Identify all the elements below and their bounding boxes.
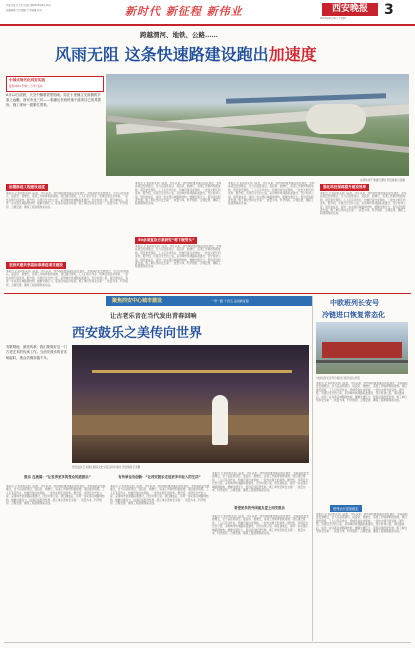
- music-photo-caption: 西安鼓乐艺术团在国际文化交流活动中演出 西安晚报记者摄: [72, 466, 141, 469]
- top-story-lead: 8月22日清晨，天空中飘着蒙蒙细雨。站在十里铺立交南侧的平原上远眺，西安市北三环——临潼区东西快速干道项目已初具雏形，施工现场一派繁忙景象。: [6, 93, 101, 108]
- music-headline: 西安鼓乐之美传向世界: [72, 326, 203, 341]
- banner-text: 聚焦西安中心城市建设: [112, 298, 163, 304]
- music-kicker: 让古老乐音在当代发出青春回响: [110, 313, 197, 320]
- music-body-col3b: 本报讯 记者从相关部门获悉，今年以来，我市持续推进重点项目建设，坚持高质量发展理念，全力以赴抓项目、促投资、稳增长，各项工作取得积极成效。项目建设现场，工人们有序作业，机械设备往来穿梭，一派热火朝天的景象。据介绍，该项目全长约公里，采用城市快速路标准建设，设计时速公里。项目建成后，将进一步完善区域路网结构，缓解交通压力，促进沿线经济发展。施工单位坚持安全第一、质量为本，科学组织、合理安排，确保工程按期保质完成。: [212, 515, 309, 536]
- aside-flag: 强化科技保障提升建设效率: [320, 184, 369, 191]
- train-headline-2: 冷链进口恢复常态化: [322, 311, 385, 319]
- music-performance-photo: [72, 345, 309, 463]
- page-number: 3: [384, 2, 394, 18]
- masthead-info-line2: 版面编辑 责任编辑 美术编辑 校对: [6, 9, 42, 12]
- top-story-kicker: 跨越渭河、地铁、公路……: [140, 31, 218, 39]
- masthead-date: 2023年8月24日 星期四: [320, 17, 346, 20]
- subsection-title-2: 有传承也有创新：“让西安鼓乐走进更多年轻人的生活”: [118, 475, 201, 479]
- music-lead: 有歌唱他，最美传承，我们要做好这一门古老艺术的传承工作。当西安鼓乐的音乐响起时，观众仿佛穿越千年。: [6, 345, 68, 360]
- body-column-3: 本报讯 记者从相关部门获悉，今年以来，我市持续推进重点项目建设，坚持高质量发展理念，全力以赴抓项目、促投资、稳增长，各项工作取得积极成效。项目建设现场，工人们有序作业，机械设备往来穿梭，一派热火朝天的景象。据介绍，该项目全长约公里，采用城市快速路标准建设，设计时速公里。项目建成后，将进一步完善区域路网结构，缓解交通压力，促进沿线经济发展。施工单位坚持安全第一、质量为本，科学组织、合理安排，确保工程按期保质完成。: [228, 182, 315, 206]
- column-divider: [312, 296, 313, 641]
- body-column-4: 本报讯 记者从相关部门获悉，今年以来，我市持续推进重点项目建设，坚持高质量发展理念，全力以赴抓项目、促投资、稳增长，各项工作取得积极成效。项目建设现场，工人们有序作业，机械设备往来穿梭，一派热火朝天的景象。据介绍，该项目全长约公里，采用城市快速路标准建设，设计时速公里。项目建成后，将进一步完善区域路网结构，缓解交通压力，促进沿线经济发展。施工单位坚持安全第一、质量为本，科学组织、合理安排，确保工程按期保质完成。: [320, 192, 407, 216]
- top-story-tag: [6, 76, 104, 92]
- body-column-1: 本报讯 记者从相关部门获悉，今年以来，我市持续推进重点项目建设，坚持高质量发展理念，全力以赴抓项目、促投资、稳增长，各项工作取得积极成效。项目建设现场，工人们有序作业，机械设备往来穿梭，一派热火朝天的景象。据介绍，该项目全长约公里，采用城市快速路标准建设，设计时速公里。项目建成后，将进一步完善区域路网结构，缓解交通压力，促进沿线经济发展。施工单位坚持安全第一、质量为本，科学组织、合理安排，确保工程按期保质完成。: [6, 192, 129, 209]
- top-photo-caption: 东西快速干道建设现场 西安晚报记者摄: [360, 179, 405, 182]
- body-column-1b: 本报讯 记者从相关部门获悉，今年以来，我市持续推进重点项目建设，坚持高质量发展理念，全力以赴抓项目、促投资、稳增长，各项工作取得积极成效。项目建设现场，工人们有序作业，机械设备往来穿梭，一派热火朝天的景象。据介绍，该项目全长约公里，采用城市快速路标准建设，设计时速公里。项目建成后，将进一步完善区域路网结构，缓解交通压力，促进沿线经济发展。施工单位坚持安全第一、质量为本，科学组织、合理安排，确保工程按期保质完成。: [6, 270, 129, 287]
- top-story-headline-main: 风雨无阻 这条快速路建设跑出: [55, 45, 269, 64]
- body-column-2: 本报讯 记者从相关部门获悉，今年以来，我市持续推进重点项目建设，坚持高质量发展理念，全力以赴抓项目、促投资、稳增长，各项工作取得积极成效。项目建设现场，工人们有序作业，机械设备往来穿梭，一派热火朝天的景象。据介绍，该项目全长约公里，采用城市快速路标准建设，设计时速公里。项目建成后，将进一步完善区域路网结构，缓解交通压力，促进沿线经济发展。施工单位坚持安全第一、质量为本，科学组织、合理安排，确保工程按期保质完成。: [135, 182, 222, 206]
- train-headline-1: 中欧班列长安号: [330, 299, 379, 307]
- section-flag-plans: 50余项复杂方案研究“啃下硬骨头”: [135, 237, 197, 244]
- body-column-2b: 本报讯 记者从相关部门获悉，今年以来，我市持续推进重点项目建设，坚持高质量发展理念，全力以赴抓项目、促投资、稳增长，各项工作取得积极成效。项目建设现场，工人们有序作业，机械设备往来穿梭，一派热火朝天的景象。据介绍，该项目全长约公里，采用城市快速路标准建设，设计时速公里。项目建成后，将进一步完善区域路网结构，缓解交通压力，促进沿线经济发展。施工单位坚持安全第一、质量为本，科学组织、合理安排，确保工程按期保质完成。: [135, 245, 222, 269]
- page-bottom-rule: [4, 642, 411, 643]
- train-photo: [316, 322, 408, 374]
- tag-line2: 奋进2023 打响“三个年”活动: [9, 85, 43, 88]
- train-photo-caption: 中欧班列长安号冷链进口班列到达西安: [316, 377, 361, 380]
- aerial-construction-photo: [106, 74, 409, 176]
- masthead-paper-name: 西安晚报: [322, 3, 378, 16]
- masthead: [0, 0, 415, 26]
- banner: [106, 296, 312, 306]
- section-divider: [4, 293, 411, 294]
- masthead-slogan: 新时代 新征程 新伟业: [125, 5, 243, 18]
- section-flag-progress: 如期推进工程建设进度: [6, 184, 48, 191]
- masthead-info-line1: 西安日报社主办 出版日期2023年8月24日: [6, 4, 51, 7]
- section-flag-shared: 坚持共建共享高标准推进项目建设: [6, 262, 66, 269]
- tag-line1: 中国式现代化西安实践: [9, 78, 45, 82]
- top-story-headline-emphasis: 加速度: [268, 45, 317, 64]
- music-body-col2: 本报讯 记者从相关部门获悉，今年以来，我市持续推进重点项目建设，坚持高质量发展理念，全力以赴抓项目、促投资、稳增长，各项工作取得积极成效。项目建设现场，工人们有序作业，机械设备往来穿梭，一派热火朝天的景象。据介绍，该项目全长约公里，采用城市快速路标准建设，设计时速公里。项目建成后，将进一步完善区域路网结构，缓解交通压力，促进沿线经济发展。施工单位坚持安全第一、质量为本，科学组织、合理安排，确保工程按期保质完成。: [110, 485, 210, 506]
- subsection-title-3: 希望更多的外国朋友爱上西安鼓乐: [234, 506, 285, 510]
- train-body-2: 本报讯 记者从相关部门获悉，今年以来，我市持续推进重点项目建设，坚持高质量发展理念，全力以赴抓项目、促投资、稳增长，各项工作取得积极成效。项目建设现场，工人们有序作业，机械设备往来穿梭，一派热火朝天的景象。据介绍，该项目全长约公里，采用城市快速路标准建设，设计时速公里。项目建成后，将进一步完善区域路网结构，缓解交通压力，促进沿线经济发展。施工单位坚持安全第一、质量为本，科学组织、合理安排，确保工程按期保质完成。: [316, 513, 408, 534]
- music-body-col3a: 本报讯 记者从相关部门获悉，今年以来，我市持续推进重点项目建设，坚持高质量发展理念，全力以赴抓项目、促投资、稳增长，各项工作取得积极成效。项目建设现场，工人们有序作业，机械设备往来穿梭，一派热火朝天的景象。据介绍，该项目全长约公里，采用城市快速路标准建设，设计时速公里。项目建成后，将进一步完善区域路网结构，缓解交通压力，促进沿线经济发展。施工单位坚持安全第一、质量为本，科学组织、合理安排，确保工程按期保质完成。: [212, 472, 309, 493]
- subsection-title-1: 鼓乐 在流淌：“让世界更多的受众知道鼓乐”: [24, 475, 91, 479]
- train-subflag: 班列运行更加稳定: [330, 505, 362, 512]
- music-body-col1: 本报讯 记者从相关部门获悉，今年以来，我市持续推进重点项目建设，坚持高质量发展理念，全力以赴抓项目、促投资、稳增长，各项工作取得积极成效。项目建设现场，工人们有序作业，机械设备往来穿梭，一派热火朝天的景象。据介绍，该项目全长约公里，采用城市快速路标准建设，设计时速公里。项目建成后，将进一步完善区域路网结构，缓解交通压力，促进沿线经济发展。施工单位坚持安全第一、质量为本，科学组织、合理安排，确保工程按期保质完成。: [6, 485, 106, 506]
- top-story-headline: [55, 42, 400, 65]
- train-body-1: 本报讯 记者从相关部门获悉，今年以来，我市持续推进重点项目建设，坚持高质量发展理念，全力以赴抓项目、促投资、稳增长，各项工作取得积极成效。项目建设现场，工人们有序作业，机械设备往来穿梭，一派热火朝天的景象。据介绍，该项目全长约公里，采用城市快速路标准建设，设计时速公里。项目建成后，将进一步完善区域路网结构，缓解交通压力，促进沿线经济发展。施工单位坚持安全第一、质量为本，科学组织、合理安排，确保工程按期保质完成。: [316, 382, 408, 403]
- banner-sub: 一带一路 十四五 奋进新征程: [211, 298, 249, 303]
